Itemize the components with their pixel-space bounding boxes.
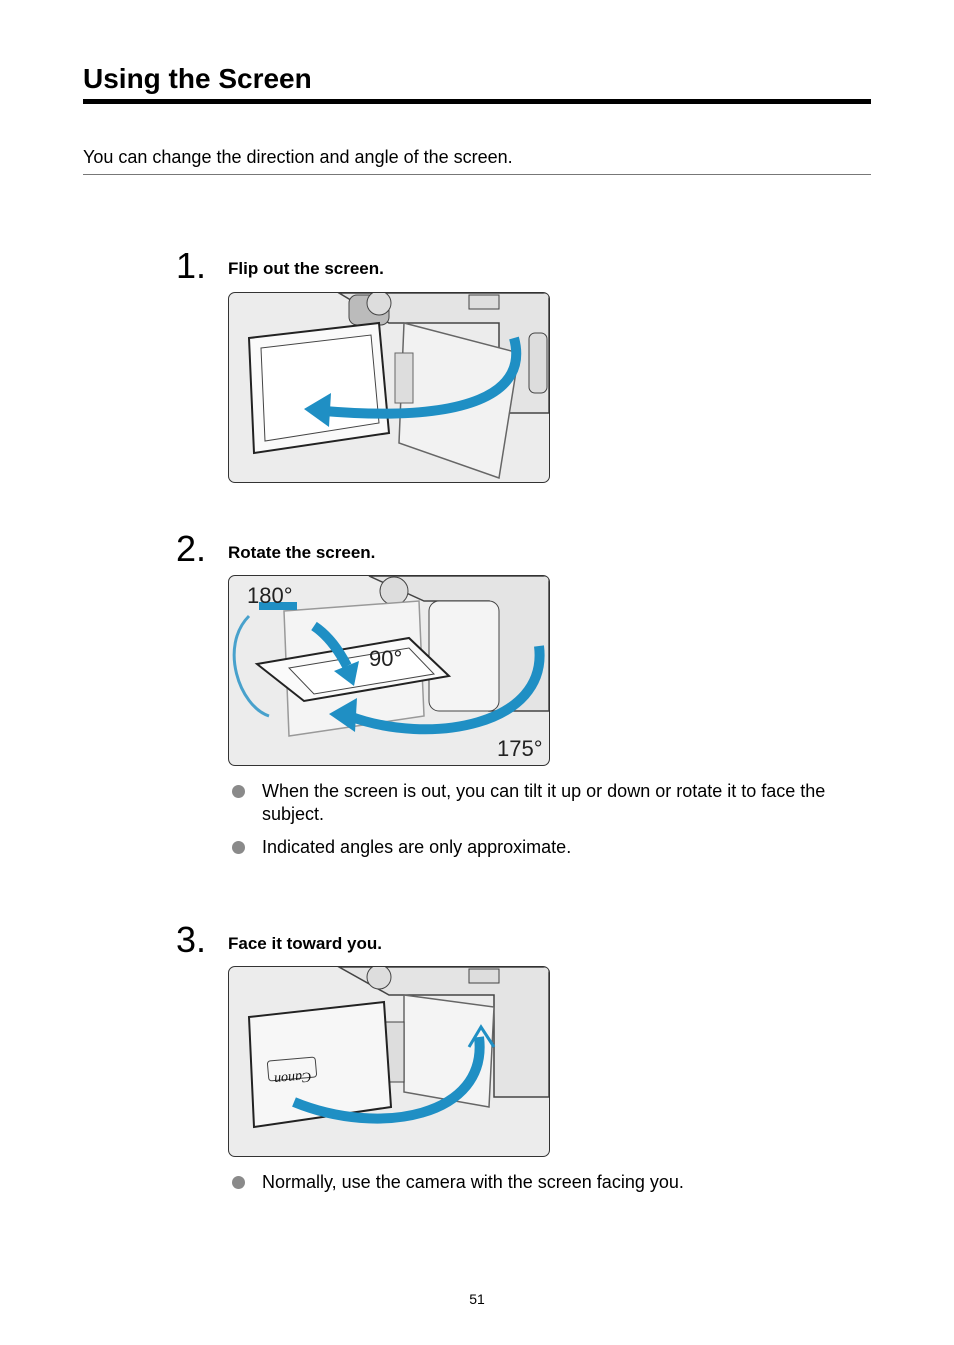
page-title: Using the Screen [83, 63, 312, 94]
bullet-icon [232, 785, 245, 798]
angle-label-175: 175° [497, 736, 543, 761]
step-3-text: Face it toward you. [228, 934, 382, 953]
step-3-illustration [228, 966, 550, 1157]
bullet-text: Indicated angles are only approximate. [262, 837, 572, 857]
step-2-illustration [228, 575, 550, 766]
step-2-number: 2. [176, 528, 207, 569]
title-underline [83, 99, 871, 104]
step-1-number: 1. [176, 245, 207, 286]
angle-label-180: 180° [247, 583, 293, 608]
step-3-number: 3. [176, 919, 207, 960]
intro-text: You can change the direction and angle of the screen. [83, 147, 513, 167]
bullet-icon [232, 841, 245, 854]
step-1-illustration [228, 292, 550, 483]
step-1-text: Flip out the screen. [228, 259, 384, 278]
bullet-text: When the screen is out, you can tilt it up or down or rotate it to face the subject. [262, 781, 826, 824]
angle-label-90: 90° [369, 646, 403, 671]
canon-logo: Canon [273, 1068, 312, 1087]
intro-divider [83, 174, 871, 175]
bullet-icon [232, 1176, 245, 1189]
bullet-text: Normally, use the camera with the screen facing you. [262, 1172, 684, 1192]
page-number: 51 [469, 1291, 485, 1307]
step-2-text: Rotate the screen. [228, 543, 376, 562]
